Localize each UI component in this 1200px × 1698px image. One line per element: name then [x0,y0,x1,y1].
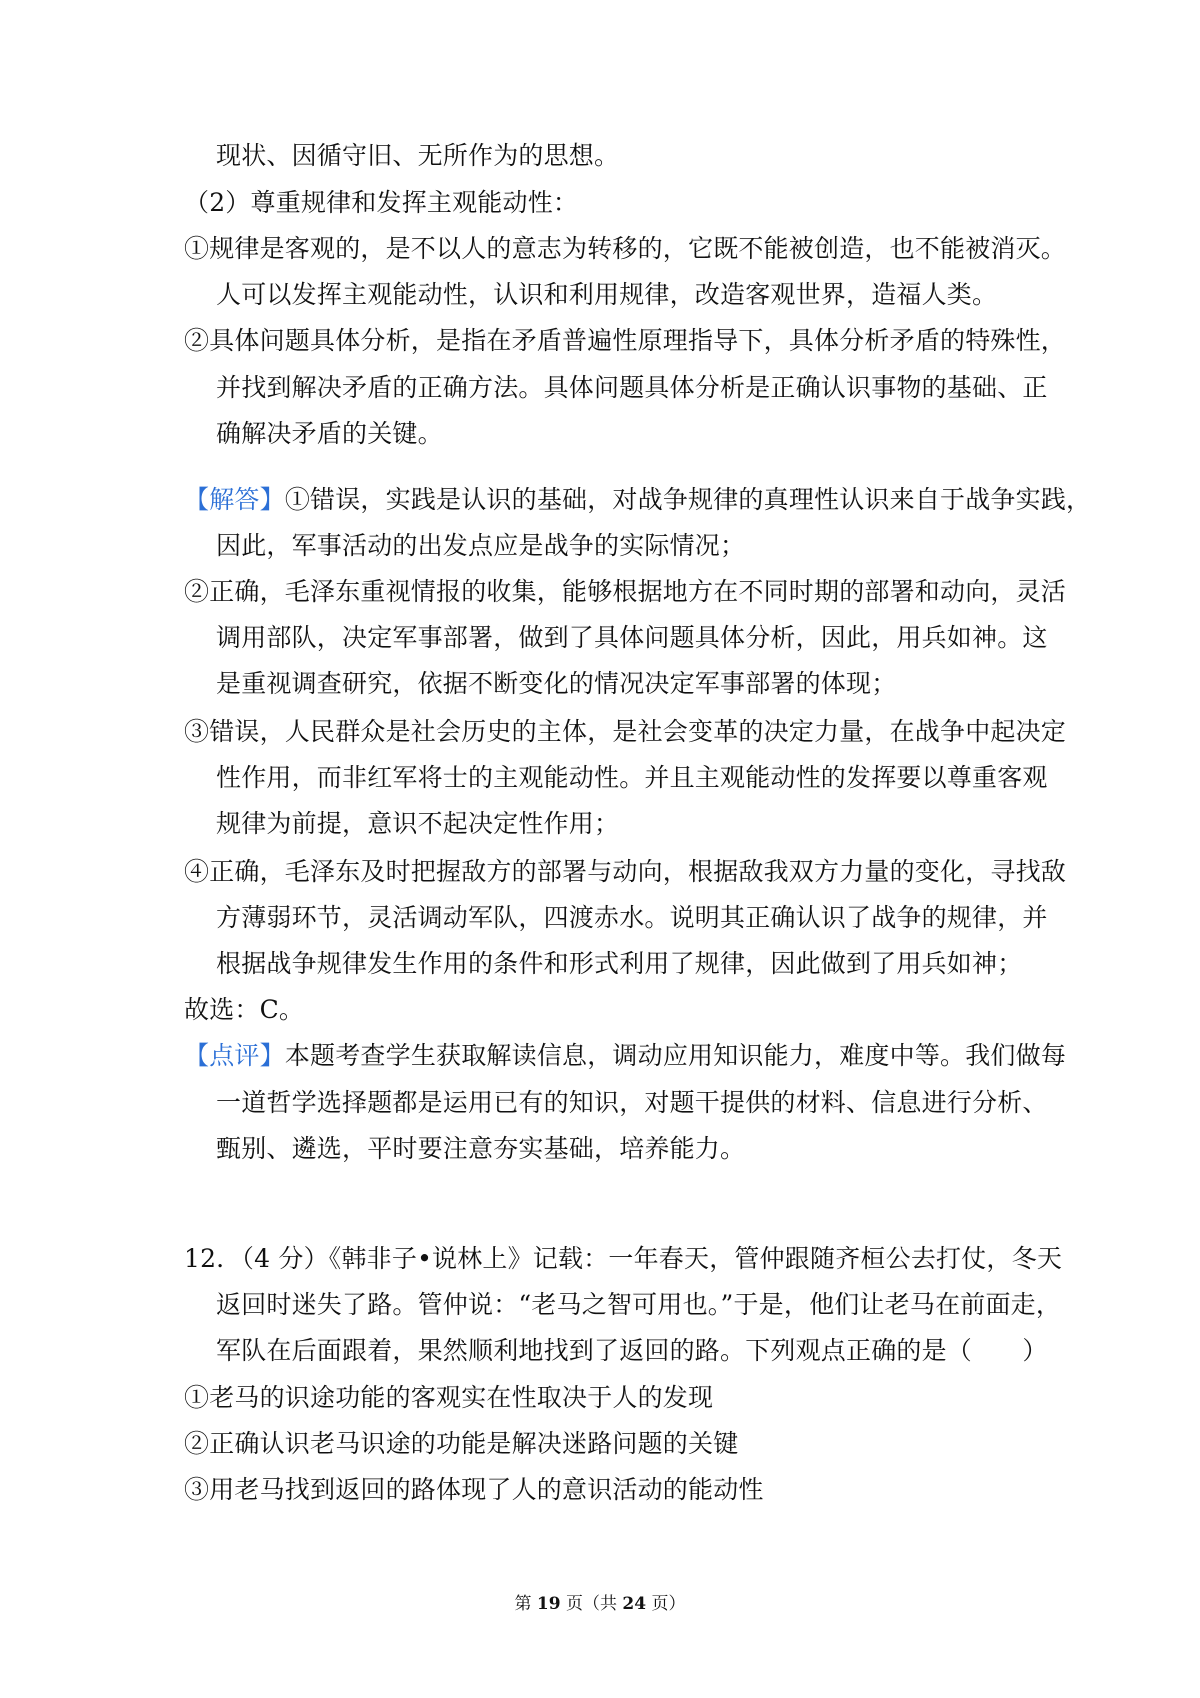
text-line: 故选：C。 [184,995,305,1024]
comment-line [184,1040,1200,1072]
text-line: 根据战争规律发生作用的条件和形式利用了规律，因此做到了用兵如神； [216,949,1023,978]
text-line: 性作用，而非红军将士的主观能动性。并且主观能动性的发挥要以尊重客观 [216,763,1048,792]
text-line: （2）尊重规律和发挥主观能动性： [184,188,579,217]
text-line: 因此，军事活动的出发点应是战争的实际情况； [216,531,746,560]
page-total: 24 [622,1594,647,1614]
text-line: ②正确，毛泽东重视情报的收集，能够根据地方在不同时期的部署和动向，灵活 [184,577,1067,606]
question-line: 返回时迷失了路。管仲说：“老马之智可用也。”于是，他们让老马在前面走， [216,1290,1062,1319]
text-line: 一道哲学选择题都是运用已有的知识，对题干提供的材料、信息进行分析、 [216,1088,1048,1117]
page-number: 19 [536,1594,561,1614]
answer-tag: 【解答】 [184,485,285,514]
answer-text: ①错误，实践是认识的基础，对战争规律的真理性认识来自于战争实践， [284,485,1092,514]
footer-prefix: 第 [514,1594,537,1614]
text-line: ④正确，毛泽东及时把握敌方的部署与动向，根据敌我双方力量的变化，寻找敌 [184,857,1067,886]
answer-line [184,484,1200,516]
comment-tag: 【点评】 [184,1041,285,1070]
footer-middle: 页（共 [560,1594,623,1614]
text-line: 规律为前提，意识不起决定性作用； [216,809,620,838]
option-line: ①老马的识途功能的客观实在性取决于人的发现 [184,1383,714,1412]
text-line: 确解决矛盾的关键。 [216,419,443,448]
option-line: ③用老马找到返回的路体现了人的意识活动的能动性 [184,1475,764,1504]
text-line: ②具体问题具体分析，是指在矛盾普遍性原理指导下，具体分析矛盾的特殊性， [184,326,1067,355]
text-line: 人可以发挥主观能动性，认识和利用规律，改造客观世界，造福人类。 [216,280,998,309]
text-line: 现状、因循守旧、无所作为的思想。 [216,141,620,170]
text-line: 调用部队，决定军事部署，做到了具体问题具体分析，因此，用兵如神。这 [216,623,1048,652]
question-line: 军队在后面跟着，果然顺利地找到了返回的路。下列观点正确的是（ ） [216,1336,1048,1365]
footer-suffix: 页） [646,1594,686,1614]
question-line: 12．（4 分）《韩非子•说林上》记载：一年春天，管仲跟随齐桓公去打仗，冬天 [184,1244,1063,1273]
page-footer [0,1592,1200,1616]
text-line: 并找到解决矛盾的正确方法。具体问题具体分析是正确认识事物的基础、正 [216,373,1048,402]
comment-text: 本题考查学生获取解读信息，调动应用知识能力，难度中等。我们做每 [284,1041,1067,1070]
text-line: 是重视调查研究，依据不断变化的情况决定军事部署的体现； [216,669,897,698]
text-line: ③错误，人民群众是社会历史的主体，是社会变革的决定力量，在战争中起决定 [184,717,1067,746]
text-line: 方薄弱环节，灵活调动军队，四渡赤水。说明其正确认识了战争的规律，并 [216,903,1048,932]
text-line: 甄别、遴选，平时要注意夯实基础，培养能力。 [216,1134,746,1163]
text-line: ①规律是客观的，是不以人的意志为转移的，它既不能被创造，也不能被消灭。 [184,234,1067,263]
option-line: ②正确认识老马识途的功能是解决迷路问题的关键 [184,1429,739,1458]
